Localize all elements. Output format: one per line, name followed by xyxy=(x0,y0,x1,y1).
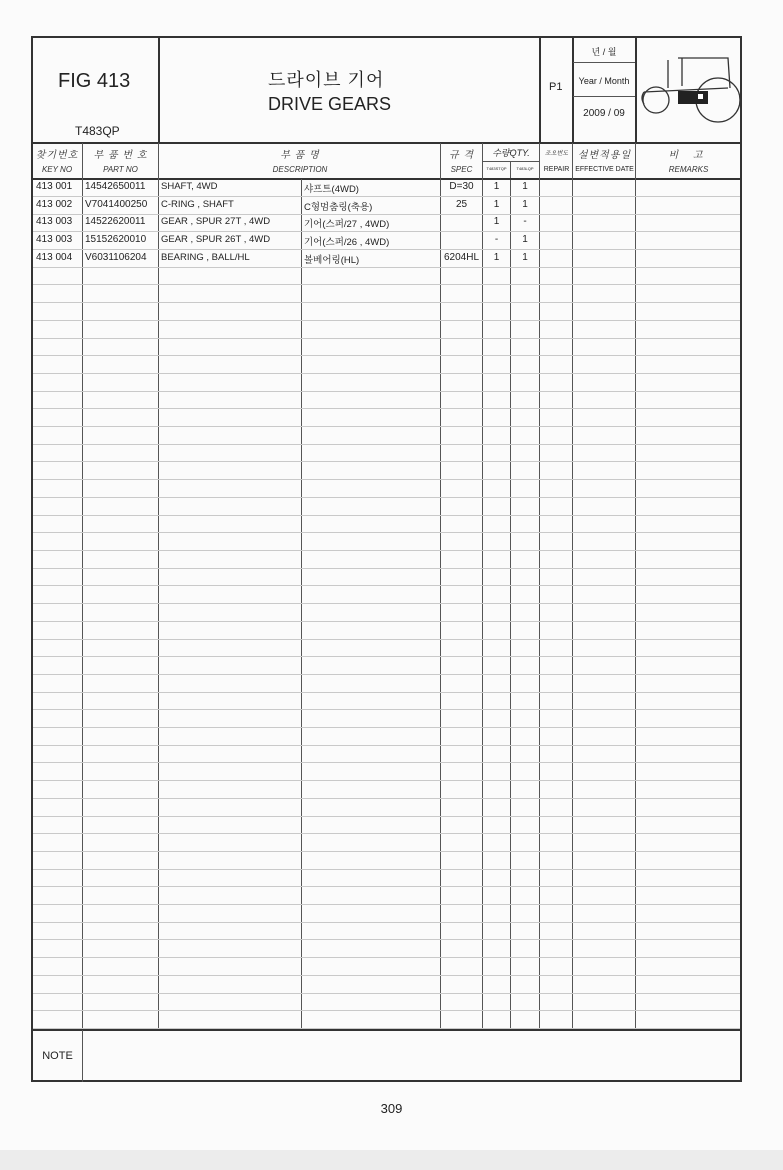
cell-part-no: 14522620011 xyxy=(85,216,146,228)
qty-subcolumn-line xyxy=(510,161,511,1029)
ruled-line xyxy=(33,426,740,427)
col-description: DESCRIPTION xyxy=(272,165,328,174)
note-label: NOTE xyxy=(42,1050,73,1062)
header-divider xyxy=(573,62,635,63)
date-value: 2009 / 09 xyxy=(583,108,625,119)
ruled-line xyxy=(33,568,740,569)
ruled-line xyxy=(33,479,740,480)
ruled-line xyxy=(33,993,740,994)
ruled-line xyxy=(33,656,740,657)
col-description-ko: 부 품 명 xyxy=(280,150,320,161)
col-part-no-ko: 부 품 번 호 xyxy=(93,150,148,161)
cell-description-en: BEARING , BALL/HL xyxy=(161,251,250,263)
ruled-line xyxy=(33,284,740,285)
ruled-line xyxy=(33,780,740,781)
column-line xyxy=(301,179,302,1029)
tractor-icon xyxy=(638,48,740,128)
cell-key-no: 413 003 xyxy=(36,216,73,228)
col-part-no: PART NO xyxy=(103,165,138,174)
ruled-line xyxy=(33,851,740,852)
cell-part-no: V6031106204 xyxy=(85,251,147,263)
ruled-line xyxy=(33,904,740,905)
note-divider xyxy=(82,1030,83,1082)
ruled-line xyxy=(33,373,740,374)
fig-label: FIG 413 xyxy=(58,70,131,92)
header-divider xyxy=(539,36,541,143)
ruled-line xyxy=(33,639,740,640)
ruled-line xyxy=(33,585,740,586)
col-remarks-ko: 비 고 xyxy=(668,150,709,161)
cell-qty-1: 1 xyxy=(493,216,500,228)
ruled-line xyxy=(33,320,740,321)
header-divider xyxy=(573,96,635,97)
ruled-line xyxy=(33,1010,740,1011)
cell-description-ko: C형멈춤링(축용) xyxy=(304,201,373,213)
ruled-line xyxy=(33,869,740,870)
ruled-line xyxy=(33,408,740,409)
qty-subheader-line xyxy=(483,161,539,162)
ruled-line xyxy=(33,692,740,693)
col-spec-ko: 규 격 xyxy=(448,150,475,161)
cell-key-no: 413 002 xyxy=(36,198,73,210)
ruled-line xyxy=(33,391,740,392)
column-line xyxy=(572,143,573,1029)
ruled-line xyxy=(33,816,740,817)
cell-qty-1: 1 xyxy=(493,181,500,192)
ruled-line xyxy=(33,833,740,834)
col-repair: REPAIR xyxy=(543,166,570,173)
ruled-line xyxy=(33,603,740,604)
title-korean: 드라이브 기어 xyxy=(268,70,385,90)
ruled-line xyxy=(33,762,740,763)
col-key-no-ko: 찾기번호 xyxy=(35,150,79,161)
cell-description-en: GEAR , SPUR 26T , 4WD xyxy=(161,234,271,246)
cell-description-en: SHAFT, 4WD xyxy=(161,181,218,192)
ruled-line xyxy=(33,550,740,551)
cell-description-ko: 샤프트(4WD) xyxy=(304,184,359,195)
ruled-line xyxy=(33,444,740,445)
cell-description-en: C-RING , SHAFT xyxy=(161,198,234,210)
date-label-korean: 년 / 월 xyxy=(591,47,617,57)
cell-spec: 6204HL xyxy=(443,251,480,263)
cell-qty-2: 1 xyxy=(522,234,528,246)
cell-qty-1: 1 xyxy=(493,198,500,210)
col-remarks: REMARKS xyxy=(668,165,709,174)
ruled-line xyxy=(33,196,740,197)
column-line xyxy=(440,143,441,1029)
cell-part-no: 15152620010 xyxy=(85,234,147,246)
cell-key-no: 413 004 xyxy=(36,251,73,263)
model-code: T483QP xyxy=(75,124,120,138)
ruled-line xyxy=(33,267,740,268)
ruled-line xyxy=(33,497,740,498)
cell-qty-1: - xyxy=(494,234,499,246)
column-line xyxy=(158,143,159,1029)
cell-qty-2: 1 xyxy=(522,181,528,192)
ruled-line xyxy=(33,798,740,799)
note-top-line xyxy=(31,1029,742,1031)
column-line xyxy=(82,143,83,1029)
cell-part-no: 14542650011 xyxy=(85,181,146,192)
ruled-line xyxy=(33,461,740,462)
col-spec: SPEC xyxy=(450,165,473,174)
ruled-line xyxy=(33,214,740,215)
ruled-line xyxy=(33,515,740,516)
ruled-line xyxy=(33,249,740,250)
column-line xyxy=(482,143,483,1029)
ruled-line xyxy=(33,709,740,710)
ruled-line xyxy=(33,302,740,303)
page-number: 309 xyxy=(380,1101,403,1116)
ruled-line xyxy=(33,922,740,923)
col-key-no: KEY NO xyxy=(41,165,73,174)
header-divider xyxy=(635,36,637,143)
cell-qty-2: 1 xyxy=(522,198,528,210)
cell-key-no: 413 003 xyxy=(36,234,73,246)
cell-spec: 25 xyxy=(455,198,468,210)
cell-description-ko: 기어(스퍼/26 , 4WD) xyxy=(304,237,390,249)
scan-edge xyxy=(0,1150,783,1170)
cell-description-ko: 볼베어링(HL) xyxy=(304,254,360,266)
cell-qty-2: 1 xyxy=(522,251,528,263)
ruled-line xyxy=(33,957,740,958)
ruled-line xyxy=(33,355,740,356)
col-effective-date: EFFECTIVE DATE xyxy=(575,166,634,173)
column-line xyxy=(635,143,636,1029)
col-qty-sub2: T483LQP xyxy=(516,166,534,171)
cell-qty-2: - xyxy=(523,216,527,228)
cell-part-no: V7041400250 xyxy=(85,198,148,210)
ruled-line xyxy=(33,621,740,622)
col-effective-ko: 설변적용일 xyxy=(577,150,632,161)
cell-qty-1: 1 xyxy=(493,251,500,263)
col-qty-sub1: T483STQP xyxy=(486,166,507,171)
ruled-line xyxy=(33,231,740,232)
cell-description-en: GEAR , SPUR 27T , 4WD xyxy=(161,216,271,228)
ruled-line xyxy=(33,727,740,728)
column-line xyxy=(539,143,540,1029)
cell-spec: D=30 xyxy=(449,181,474,192)
ruled-line xyxy=(33,975,740,976)
ruled-line xyxy=(33,674,740,675)
ruled-line xyxy=(33,745,740,746)
header-divider xyxy=(158,36,160,143)
date-label-english: Year / Month xyxy=(578,76,630,86)
title-english: DRIVE GEARS xyxy=(268,94,392,114)
ruled-line xyxy=(33,886,740,887)
col-repair-ko: 조오번도 xyxy=(544,151,569,157)
ruled-line xyxy=(33,338,740,339)
ruled-line xyxy=(33,532,740,533)
page-code: P1 xyxy=(549,81,563,93)
cell-key-no: 413 001 xyxy=(36,181,73,192)
ruled-line xyxy=(33,939,740,940)
col-qty: 수량QTY. xyxy=(492,148,530,158)
cell-description-ko: 기어(스퍼/27 , 4WD) xyxy=(304,219,390,231)
